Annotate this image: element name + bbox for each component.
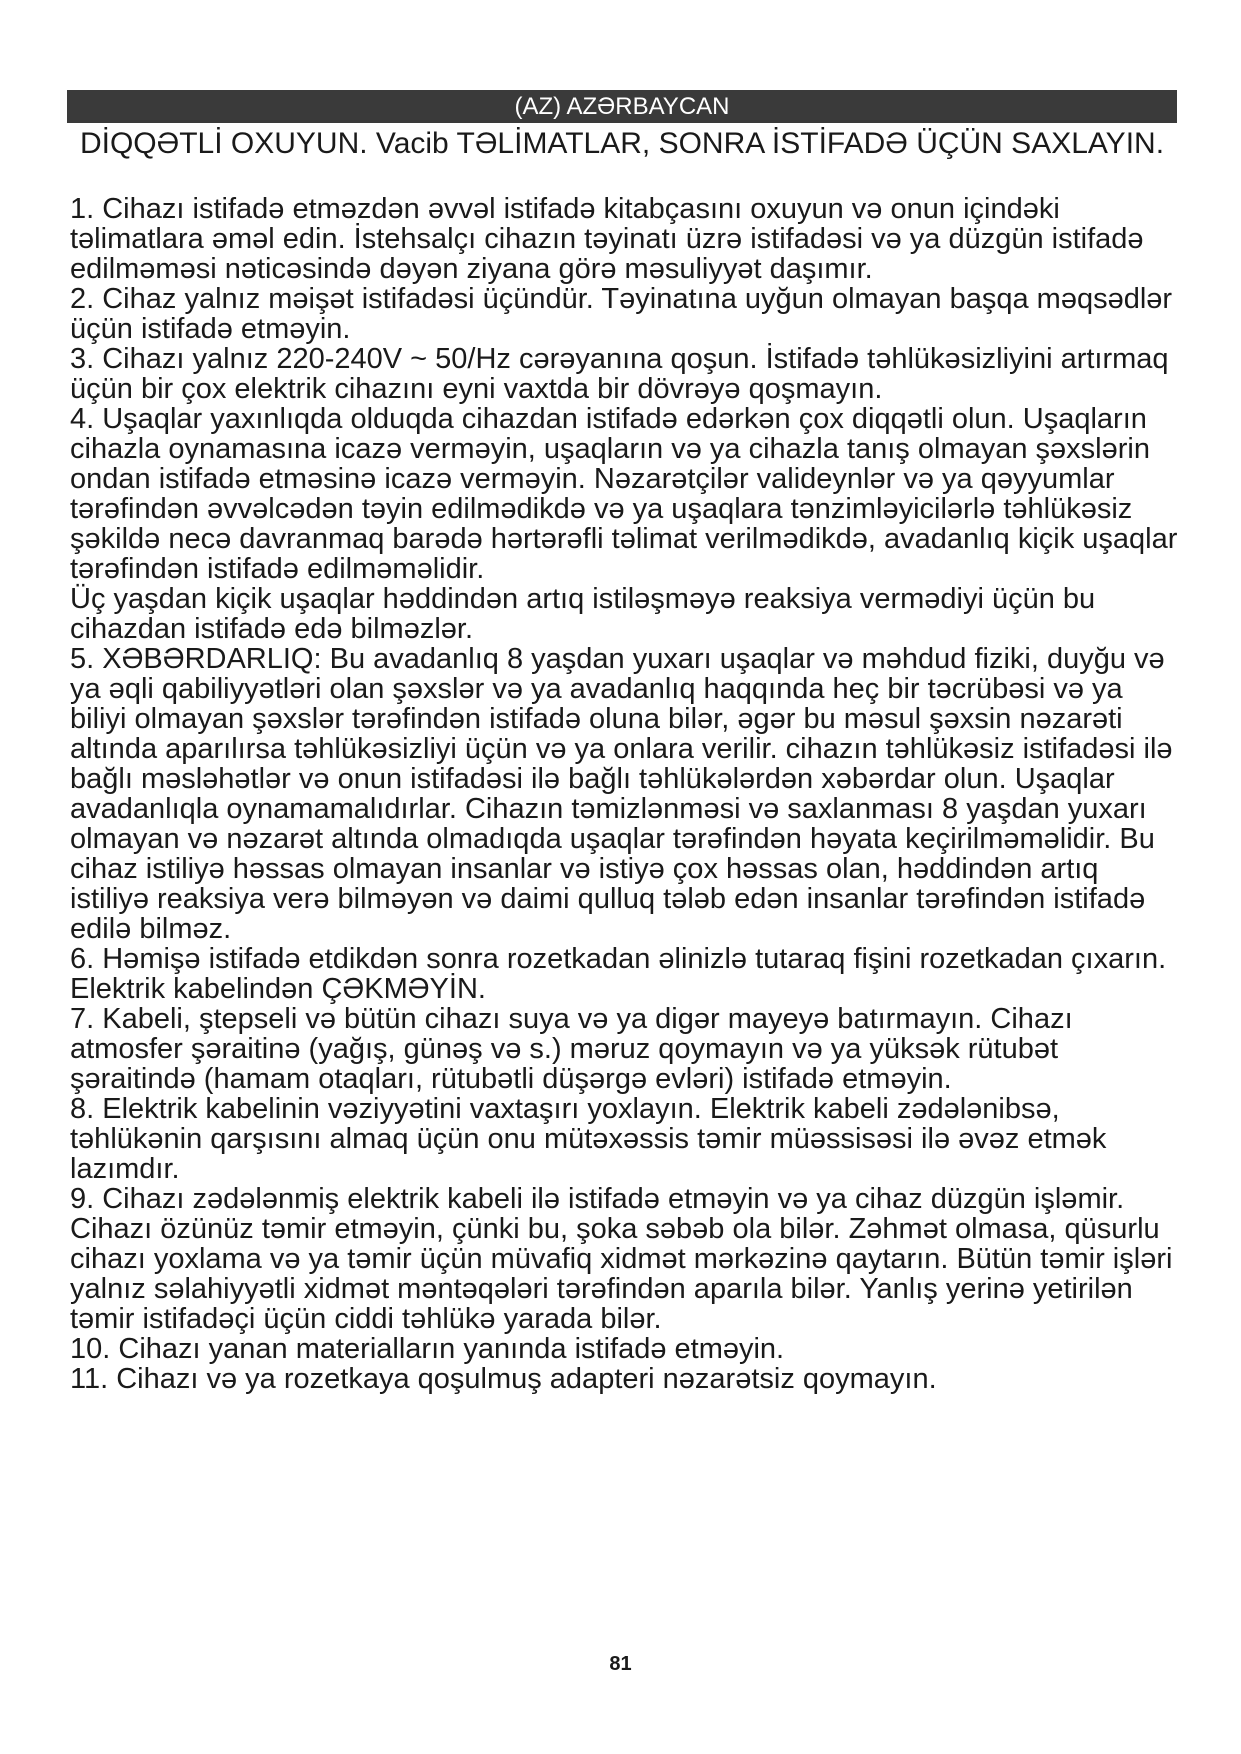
instruction-paragraph: 9. Cihazı zədələnmiş elektrik kabeli ilə istifadə etməyin və ya cihaz düzgün işləmir. Cihazı özünüz təmir etməyin, çünki bu, şoka səbəb ola bilər. Zəhmət olmasa, qüsurlu cihazı yoxlama və ya təmir üçün müvafiq xidmət mərkəzinə qaytarın. Bütün təmir işləri yalnız səlahiyyətli xidmət məntəqələri tərəfindən aparıla bilər. Yanlış yerinə yetirilən təmir istifadəçi üçün ciddi təhlükə yarada bilər. — [70, 1183, 1173, 1335]
instruction-paragraph: 6. Həmişə istifadə etdikdən sonra rozetkadan əlinizlə tutaraq fişini rozetkadan çıxarın. Elektrik kabelindən ÇƏKMƏYİN. — [70, 943, 1167, 1005]
language-label: (AZ) AZƏRBAYCAN — [514, 93, 730, 120]
instruction-paragraph: Üç yaşdan kiçik uşaqlar həddindən artıq istiləşməyə reaksiya vermədiyi üçün bu cihazdan istifadə edə bilməzlər. — [70, 583, 1096, 645]
language-header-bar — [67, 90, 1177, 123]
page-number: 81 — [609, 1653, 632, 1675]
instruction-paragraph: 4. Uşaqlar yaxınlıqda olduqda cihazdan istifadə edərkən çox diqqətli olun. Uşaqların cihazla oynamasına icazə verməyin, uşaqların və ya cihazla tanış olmayan şəxslərin ondan istifadə etməsinə icazə verməyin. Nəzarətçilər valideynlər və ya qəyyumlar tərəfindən əvvəlcədən təyin edilmədikdə və ya uşaqlara tənzimləyicilərlə təhlükəsiz şəkildə necə davranmaq barədə hərtərəfli təlimat verilmədikdə, avadanlıq kiçik uşaqlar tərəfindən istifadə edilməməlidir. — [70, 403, 1178, 585]
instruction-paragraph: 5. XƏBƏRDARLIQ: Bu avadanlıq 8 yaşdan yuxarı uşaqlar və məhdud fiziki, duyğu və ya əqli qabiliyyətləri olan şəxslər və ya avadanlıq haqqında heç bir təcrübəsi və ya biliyi olmayan şəxslər tərəfindən istifadə oluna bilər, əgər bu məsul şəxsin nəzarəti altında aparılırsa təhlükəsizliyi üçün və ya onlara verilir. cihazın təhlükəsiz istifadəsi ilə bağlı məsləhətlər və onun istifadəsi ilə bağlı təhlükələrdən xəbərdar olun. Uşaqlar avadanlıqla oynamamalıdırlar. Cihazın təmizlənməsi və saxlanması 8 yaşdan yuxarı olmayan və nəzarət altında olmadıqda uşaqlar tərəfindən həyata keçirilməməlidir. Bu cihaz istiliyə həssas olmayan insanlar və istiyə çox həssas olan, həddindən artıq istiliyə reaksiya verə bilməyən və daimi qulluq tələb edən insanlar tərəfindən istifadə edilə bilməz. — [70, 643, 1173, 945]
instruction-paragraph: 7. Kabeli, ştepseli və bütün cihazı suya və ya digər mayeyə batırmayın. Cihazı atmosfer şəraitinə (yağış, günəş və s.) məruz qoymayın və ya yüksək rütubət şəraitində (hamam otaqları, rütubətli düşərgə evləri) istifadə etməyin. — [70, 1003, 1073, 1095]
page-title: DİQQƏTLİ OXUYUN. Vacib TƏLİMATLAR, SONRA İSTİFADƏ ÜÇÜN SAXLAYIN. — [79, 127, 1165, 160]
instruction-paragraph: 11. Cihazı və ya rozetkaya qoşulmuş adapteri nəzarətsiz qoymayın. — [70, 1363, 937, 1395]
instruction-paragraph: 8. Elektrik kabelinin vəziyyətini vaxtaşırı yoxlayın. Elektrik kabeli zədələnibsə, təhlükənin qarşısını almaq üçün onu mütəxəssis təmir müəssisəsi ilə əvəz etmək lazımdır. — [70, 1093, 1107, 1185]
instruction-paragraph: 2. Cihaz yalnız məişət istifadəsi üçündür. Təyinatına uyğun olmayan başqa məqsədlər üçün istifadə etməyin. — [70, 283, 1173, 345]
instruction-paragraph: 1. Cihazı istifadə etməzdən əvvəl istifadə kitabçasını oxuyun və onun içindəki təlimatlara əməl edin. İstehsalçı cihazın təyinatı üzrə istifadəsi və ya düzgün istifadə edilməməsi nəticəsində dəyən ziyana görə məsuliyyət daşımır. — [70, 193, 1144, 285]
instruction-paragraph: 10. Cihazı yanan materialların yanında istifadə etməyin. — [70, 1333, 785, 1365]
instruction-paragraph: 3. Cihazı yalnız 220-240V ~ 50/Hz cərəyanına qoşun. İstifadə təhlükəsizliyini artırmaq üçün bir çox elektrik cihazını eyni vaxtda bir dövrəyə qoşmayın. — [70, 343, 1169, 405]
instructions-list — [70, 194, 1180, 1394]
